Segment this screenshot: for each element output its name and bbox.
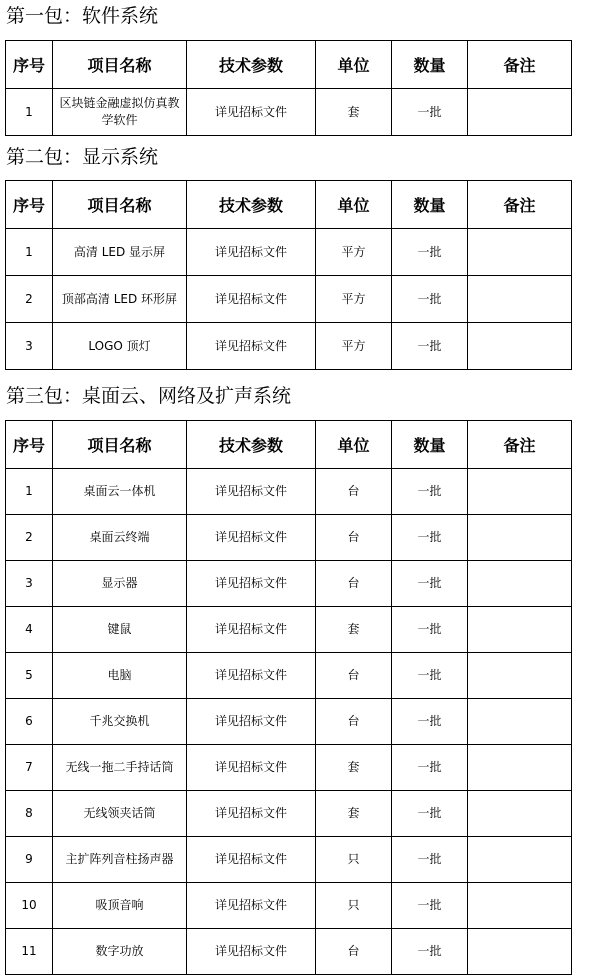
table-row [6, 745, 572, 791]
cell-seq: 8 [6, 791, 53, 837]
header-note: 备注 [468, 41, 572, 89]
cell-seq: 2 [6, 276, 53, 323]
cell-qty: 一批 [392, 515, 468, 561]
cell-unit: 台 [316, 469, 392, 515]
cell-unit: 台 [316, 653, 392, 699]
header-name: 项目名称 [53, 181, 187, 229]
cell-seq: 9 [6, 837, 53, 883]
package-3-title: 第三包：桌面云、网络及扩声系统 [6, 385, 292, 407]
cell-note [468, 837, 572, 883]
table-row [6, 469, 572, 515]
table-row [6, 607, 572, 653]
cell-qty: 一批 [392, 929, 468, 975]
cell-seq: 7 [6, 745, 53, 791]
cell-name: 键鼠 [53, 607, 187, 653]
cell-spec: 详见招标文件 [187, 745, 316, 791]
table-header-row [6, 41, 572, 89]
cell-seq: 1 [6, 229, 53, 276]
header-seq: 序号 [6, 421, 53, 469]
header-name: 项目名称 [53, 41, 187, 89]
cell-name: 显示器 [53, 561, 187, 607]
cell-name: 电脑 [53, 653, 187, 699]
cell-spec: 详见招标文件 [187, 699, 316, 745]
cell-unit: 套 [316, 89, 392, 136]
cell-note [468, 791, 572, 837]
header-seq: 序号 [6, 181, 53, 229]
cell-qty: 一批 [392, 607, 468, 653]
header-note: 备注 [468, 421, 572, 469]
cell-name: 区块链金融虚拟仿真教学软件 [53, 89, 187, 136]
package-1-table [5, 40, 572, 136]
package-3-table [5, 420, 572, 975]
cell-note [468, 745, 572, 791]
cell-seq: 1 [6, 469, 53, 515]
cell-seq: 10 [6, 883, 53, 929]
cell-note [468, 515, 572, 561]
cell-seq: 2 [6, 515, 53, 561]
table-header-row [6, 181, 572, 229]
cell-seq: 4 [6, 607, 53, 653]
cell-note [468, 883, 572, 929]
header-qty: 数量 [392, 421, 468, 469]
cell-qty: 一批 [392, 561, 468, 607]
cell-qty: 一批 [392, 699, 468, 745]
cell-name: 数字功放 [53, 929, 187, 975]
header-spec: 技术参数 [187, 41, 316, 89]
package-2-title: 第二包：显示系统 [6, 146, 159, 168]
cell-name: 主扩阵列音柱扬声器 [53, 837, 187, 883]
cell-spec: 详见招标文件 [187, 883, 316, 929]
cell-seq: 6 [6, 699, 53, 745]
header-unit: 单位 [316, 181, 392, 229]
header-note: 备注 [468, 181, 572, 229]
cell-spec: 详见招标文件 [187, 653, 316, 699]
cell-qty: 一批 [392, 229, 468, 276]
cell-qty: 一批 [392, 883, 468, 929]
cell-unit: 台 [316, 929, 392, 975]
cell-unit: 套 [316, 607, 392, 653]
cell-qty: 一批 [392, 837, 468, 883]
header-qty: 数量 [392, 41, 468, 89]
table-row [6, 791, 572, 837]
cell-seq: 11 [6, 929, 53, 975]
cell-unit: 台 [316, 699, 392, 745]
cell-spec: 详见招标文件 [187, 607, 316, 653]
cell-qty: 一批 [392, 745, 468, 791]
cell-note [468, 323, 572, 370]
cell-name: 吸顶音响 [53, 883, 187, 929]
cell-qty: 一批 [392, 89, 468, 136]
header-name: 项目名称 [53, 421, 187, 469]
header-qty: 数量 [392, 181, 468, 229]
table-row [6, 561, 572, 607]
cell-seq: 5 [6, 653, 53, 699]
table-row [6, 929, 572, 975]
cell-spec: 详见招标文件 [187, 229, 316, 276]
cell-note [468, 653, 572, 699]
cell-spec: 详见招标文件 [187, 469, 316, 515]
cell-spec: 详见招标文件 [187, 276, 316, 323]
cell-seq: 3 [6, 323, 53, 370]
cell-spec: 详见招标文件 [187, 929, 316, 975]
package-1-title: 第一包：软件系统 [6, 5, 159, 27]
cell-spec: 详见招标文件 [187, 89, 316, 136]
header-unit: 单位 [316, 421, 392, 469]
cell-name: 无线领夹话筒 [53, 791, 187, 837]
header-spec: 技术参数 [187, 181, 316, 229]
cell-seq: 3 [6, 561, 53, 607]
cell-note [468, 607, 572, 653]
table-header-row [6, 421, 572, 469]
table-row [6, 699, 572, 745]
cell-unit: 只 [316, 837, 392, 883]
cell-qty: 一批 [392, 323, 468, 370]
cell-name: 桌面云终端 [53, 515, 187, 561]
table-row [6, 276, 572, 323]
table-row [6, 323, 572, 370]
cell-unit: 套 [316, 791, 392, 837]
cell-unit: 套 [316, 745, 392, 791]
table-row [6, 883, 572, 929]
cell-spec: 详见招标文件 [187, 515, 316, 561]
cell-spec: 详见招标文件 [187, 561, 316, 607]
table-row [6, 89, 572, 136]
cell-unit: 台 [316, 561, 392, 607]
cell-unit: 平方 [316, 276, 392, 323]
cell-name: LOGO 顶灯 [53, 323, 187, 370]
cell-qty: 一批 [392, 791, 468, 837]
cell-name: 高清 LED 显示屏 [53, 229, 187, 276]
header-unit: 单位 [316, 41, 392, 89]
cell-qty: 一批 [392, 653, 468, 699]
table-row [6, 837, 572, 883]
cell-qty: 一批 [392, 276, 468, 323]
cell-unit: 平方 [316, 229, 392, 276]
cell-name: 无线一拖二手持话筒 [53, 745, 187, 791]
header-seq: 序号 [6, 41, 53, 89]
cell-note [468, 469, 572, 515]
table-row [6, 653, 572, 699]
cell-unit: 只 [316, 883, 392, 929]
cell-note [468, 561, 572, 607]
cell-qty: 一批 [392, 469, 468, 515]
cell-note [468, 229, 572, 276]
cell-note [468, 276, 572, 323]
cell-name: 桌面云一体机 [53, 469, 187, 515]
cell-seq: 1 [6, 89, 53, 136]
package-2-table [5, 180, 572, 370]
cell-unit: 平方 [316, 323, 392, 370]
header-spec: 技术参数 [187, 421, 316, 469]
cell-unit: 台 [316, 515, 392, 561]
cell-spec: 详见招标文件 [187, 837, 316, 883]
cell-name: 顶部高清 LED 环形屏 [53, 276, 187, 323]
cell-spec: 详见招标文件 [187, 791, 316, 837]
cell-spec: 详见招标文件 [187, 323, 316, 370]
cell-name: 千兆交换机 [53, 699, 187, 745]
cell-note [468, 699, 572, 745]
table-row [6, 229, 572, 276]
cell-note [468, 929, 572, 975]
table-row [6, 515, 572, 561]
cell-note [468, 89, 572, 136]
